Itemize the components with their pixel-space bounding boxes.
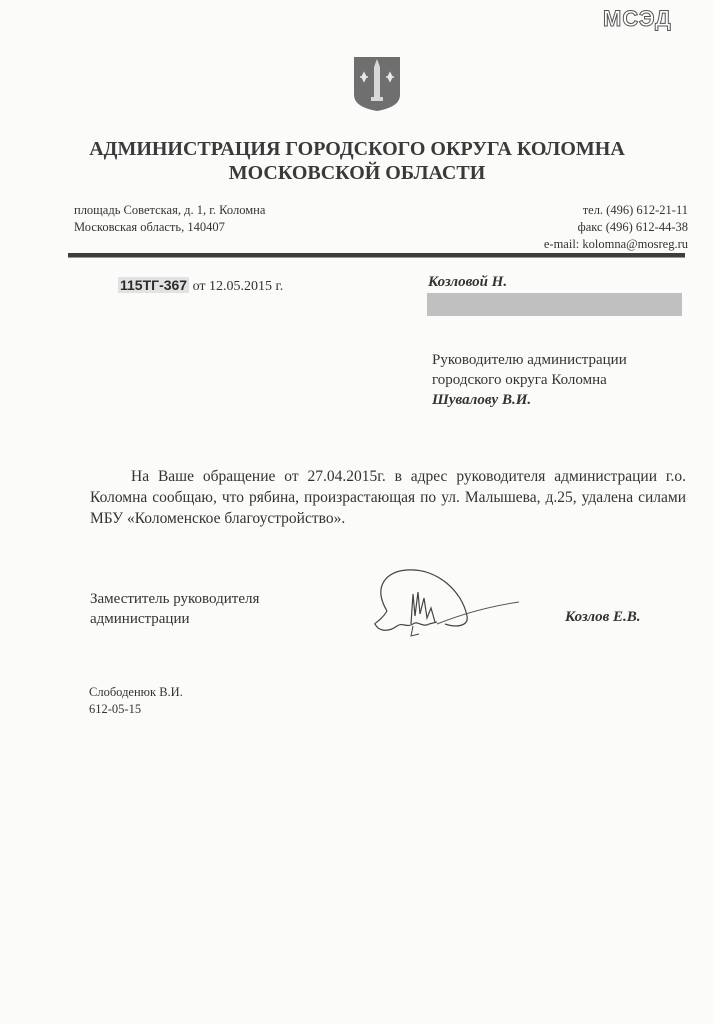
- role-line2: администрации: [90, 611, 190, 627]
- letter-body: [90, 466, 686, 529]
- recipient-line2: городского округа Коломна: [432, 372, 607, 388]
- header-divider: [68, 253, 685, 258]
- executor-info: [89, 684, 183, 718]
- executor-phone: 612-05-15: [89, 702, 142, 716]
- role-line1: Заместитель руководителя: [90, 591, 260, 607]
- org-address: [74, 202, 265, 236]
- registration-info: [118, 277, 283, 295]
- copy-recipient: [432, 350, 627, 410]
- addressee-name: Козловой Н.: [428, 274, 508, 290]
- fax: факс (496) 612-44-38: [577, 220, 688, 234]
- executor-name: Слободенюк В.И.: [89, 685, 183, 699]
- redacted-address: [427, 293, 682, 316]
- recipient-name: Шувалову В.И.: [432, 392, 532, 408]
- org-title-line2: МОСКОВСКОЙ ОБЛАСТИ: [228, 162, 486, 184]
- address-line1: площадь Советская, д. 1, г. Коломна: [74, 203, 266, 217]
- registration-date: от 12.05.2015 г.: [189, 279, 284, 294]
- signer-role: [90, 589, 259, 629]
- org-contacts: [544, 202, 688, 253]
- phone: тел. (496) 612-21-11: [582, 203, 688, 217]
- handwritten-signature: [367, 566, 522, 646]
- address-line2: Московская область, 140407: [74, 220, 225, 234]
- email: e-mail: kolomna@mosreg.ru: [543, 237, 688, 251]
- coat-of-arms-icon: [352, 55, 402, 113]
- org-title-line1: АДМИНИСТРАЦИЯ ГОРОДСКОГО ОКРУГА КОЛОМНА: [89, 138, 625, 160]
- recipient-line1: Руководителю администрации: [432, 352, 627, 368]
- registration-number: 115ТГ-367: [120, 277, 188, 293]
- signer-name: Козлов Е.В.: [565, 609, 641, 625]
- msed-stamp: МСЭД: [603, 6, 672, 31]
- body-paragraph: На Ваше обращение от 27.04.2015г. в адрес руководителя администрации г.о. Коломна сообщаю, что рябина, произрастающая по ул. Малышева, д.25, удалена силами МБУ «Коломенское благоустройство».: [90, 468, 686, 527]
